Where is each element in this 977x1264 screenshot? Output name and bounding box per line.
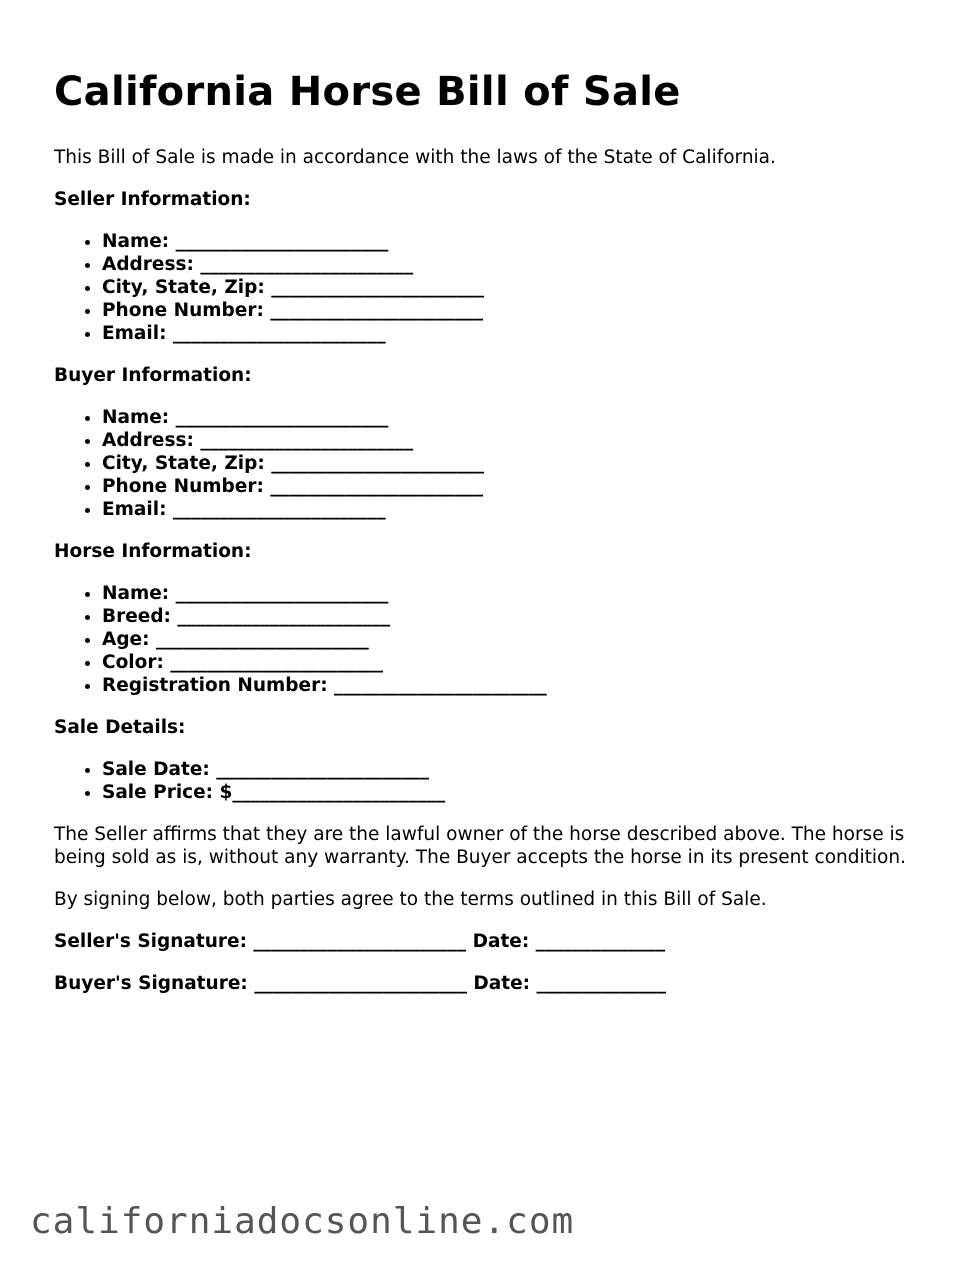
seller-city-state-zip-field: • City, State, Zip: _______________________ <box>102 276 924 299</box>
sale-date-field: • Sale Date: _______________________ <box>102 758 924 781</box>
seller-name-field: • Name: _______________________ <box>102 230 924 253</box>
buyer-email-field: • Email: _______________________ <box>102 498 924 521</box>
seller-email-field: • Email: _______________________ <box>102 322 924 345</box>
seller-fields-list <box>54 230 924 345</box>
horse-breed-field: • Breed: _______________________ <box>102 605 924 628</box>
horse-heading: Horse Information: <box>54 541 252 562</box>
buyer-city-state-zip-field: • City, State, Zip: _______________________ <box>102 452 924 475</box>
buyer-phone-field: • Phone Number: _______________________ <box>102 475 924 498</box>
intro-paragraph: This Bill of Sale is made in accordance with the laws of the State of California. <box>54 147 776 168</box>
document-page <box>54 66 924 1014</box>
sale-price-field: • Sale Price: $_______________________ <box>102 781 924 804</box>
horse-color-field: • Color: _______________________ <box>102 651 924 674</box>
buyer-signature-line: Buyer's Signature: _______________________ Date: ______________ <box>54 973 666 994</box>
seller-heading: Seller Information: <box>54 189 251 210</box>
horse-fields-list <box>54 582 924 697</box>
buyer-heading: Buyer Information: <box>54 365 252 386</box>
watermark: californiadocsonline.com <box>30 1201 575 1242</box>
buyer-address-field: • Address: _______________________ <box>102 429 924 452</box>
seller-signature-line: Seller's Signature: _______________________ Date: ______________ <box>54 931 666 952</box>
horse-name-field: • Name: _______________________ <box>102 582 924 605</box>
affirmation-paragraph: The Seller affirms that they are the lawful owner of the horse described above. The horse is being sold as is, without any warranty. The Buyer accepts the horse in its present condition. <box>54 824 906 868</box>
buyer-name-field: • Name: _______________________ <box>102 406 924 429</box>
horse-registration-field: • Registration Number: _______________________ <box>102 674 924 697</box>
buyer-fields-list <box>54 406 924 521</box>
agreement-paragraph: By signing below, both parties agree to the terms outlined in this Bill of Sale. <box>54 889 767 910</box>
sale-fields-list <box>54 758 924 804</box>
horse-age-field: • Age: _______________________ <box>102 628 924 651</box>
seller-phone-field: • Phone Number: _______________________ <box>102 299 924 322</box>
seller-address-field: • Address: _______________________ <box>102 253 924 276</box>
document-title: California Horse Bill of Sale <box>54 69 681 115</box>
sale-heading: Sale Details: <box>54 717 186 738</box>
